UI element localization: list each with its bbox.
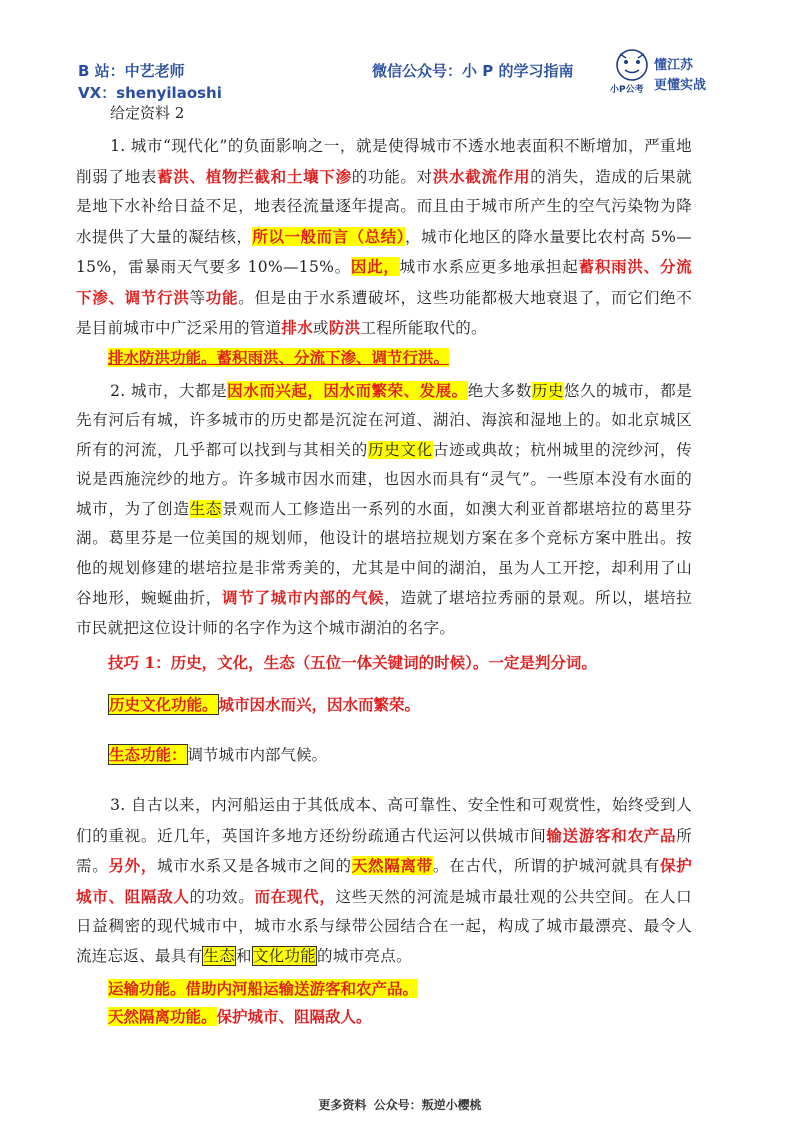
highlight-yellow: 天然隔离带 bbox=[351, 856, 433, 875]
highlight-red: 输送游客和农产品 bbox=[546, 825, 677, 845]
highlight-yellow: 历史文化 bbox=[367, 440, 433, 459]
material-title: 给定资料 2 bbox=[110, 104, 185, 122]
header-bilibili: B 站：中艺老师 bbox=[78, 62, 185, 80]
highlight-yellow: 因水而兴起，因水而繁荣、发展。 bbox=[227, 380, 468, 400]
highlight-yellow: 生态 bbox=[203, 946, 236, 965]
logo-slogan-2: 更懂实战 bbox=[654, 78, 707, 93]
highlight-red: 蓄积雨洪、分流下渗、调节行洪 bbox=[76, 257, 692, 307]
mascot-icon bbox=[612, 48, 652, 84]
highlight-red: 洪水截流作用 bbox=[432, 166, 531, 186]
summary-5: 天然隔离功能。保护城市、阻隔敌人。 bbox=[108, 1007, 372, 1026]
highlight-red: 保护城市、阻隔敌人 bbox=[76, 856, 693, 906]
summary-3: 生态功能：调节城市内部气候。 bbox=[109, 745, 328, 764]
logo-caption: 小P公考 bbox=[610, 85, 644, 95]
highlight-yellow: 因此， bbox=[350, 257, 400, 276]
paragraph-1: 1. 城市“现代化”的负面影响之一，就是使得城市不透水地表面积不断增加，严重地削弱了地表蓄洪、植物拦截和土壤下渗的功能。对洪水截流作用的消失，造成的后果就是地下水补给日益不足，地表径流量逐年提高。而且由于城市所产生的空气污染物为降水提供了大量的凝结核，所以一般而言（总结），城市化地区的降水量要比农村高 5%—15%，雷暴雨天气要多 10%—15%。因此，城市水系应更多地承担起蓄积雨洪、分流下渗、调节行洪等功能。但是由于水系遭破坏，这些功能都极大地衰退了，而它们绝不是目前城市中广泛采用的管道排水或防洪工程所能取代的。 bbox=[76, 137, 692, 337]
tip-1: 技巧 1：历史，文化，生态（五位一体关键词的时候）。一定是判分词。 bbox=[108, 653, 597, 672]
highlight-red: 蓄洪、植物拦截和土壤下渗 bbox=[157, 166, 352, 186]
highlight-red: 功能 bbox=[205, 287, 239, 307]
highlight-red: 排水 bbox=[281, 318, 314, 337]
highlight-red: 而在现代， bbox=[254, 886, 336, 906]
summary-1: 排水防洪功能。蓄积雨洪、分流下渗、调节行洪。 bbox=[108, 347, 450, 367]
highlight-yellow: 历史 bbox=[531, 381, 564, 400]
header-official-account: 微信公众号：小 P 的学习指南 bbox=[372, 62, 574, 80]
document-body bbox=[76, 100, 692, 1031]
brand-logo bbox=[606, 48, 736, 100]
summary-2: 历史文化功能。城市因水而兴，因水而繁荣。 bbox=[109, 695, 421, 714]
highlight-red: 另外， bbox=[108, 856, 158, 875]
highlight-yellow: 文化功能 bbox=[252, 946, 317, 965]
header-left bbox=[78, 60, 222, 104]
summary-4: 运输功能。借助内河船运输送游客和农产品。 bbox=[108, 979, 419, 998]
highlight-yellow: 生态 bbox=[189, 499, 223, 518]
highlight-red: 调节了城市内部的气候 bbox=[222, 588, 385, 607]
page-footer: 更多资料 公众号：叛逆小樱桃 bbox=[318, 1098, 482, 1112]
logo-slogan-1: 懂江苏 bbox=[654, 58, 694, 73]
paragraph-3: 3. 自古以来，内河船运由于其低成本、高可靠性、安全性和可观赏性，始终受到人们的重视。近几年，英国许多地方还纷纷疏通古代运河以供城市间输送游客和农产品所需。另外，城市水系又是各城市之间的天然隔离带。在古代，所谓的护城河就具有保护城市、阻隔敌人的功效。而在现代，这些天然的河流是城市最壮观的公共空间。在人口日益稠密的现代城市中，城市水系与绿带公园结合在一起，构成了城市最漂亮、最令人流连忘返、最具有生态和文化功能的城市亮点。 bbox=[76, 796, 693, 965]
paragraph-2: 2. 城市，大都是因水而兴起，因水而繁荣、发展。绝大多数历史悠久的城市，都是先有河后有城，许多城市的历史都是沉淀在河道、湖泊、海滨和湿地上的。如北京城区所有的河流，几乎都可以找到与其相关的历史文化古迹或典故；杭州城里的浣纱河，传说是西施浣纱的地方。许多城市因水而建，也因水而具有“灵气”。一些原本没有水面的城市，为了创造生态景观而人工修造出一系列的水面，如澳大利亚首都堪培拉的葛里芬湖。葛里芬是一位美国的规划师，他设计的堪培拉规划方案在多个竞标方案中胜出。按他的规划修建的堪培拉是非常秀美的，尤其是中间的湖泊，虽为人工开挖，却利用了山谷地形，蜿蜒曲折，调节了城市内部的气候，造就了堪培拉秀丽的景观。所以，堪培拉市民就把这位设计师的名字作为这个城市湖泊的名字。 bbox=[76, 380, 693, 637]
header-wechat-id: VX：shenyilaoshi bbox=[78, 84, 222, 102]
highlight-yellow: 所以一般而言（总结） bbox=[252, 226, 405, 246]
highlight-red: 防洪 bbox=[328, 318, 361, 337]
